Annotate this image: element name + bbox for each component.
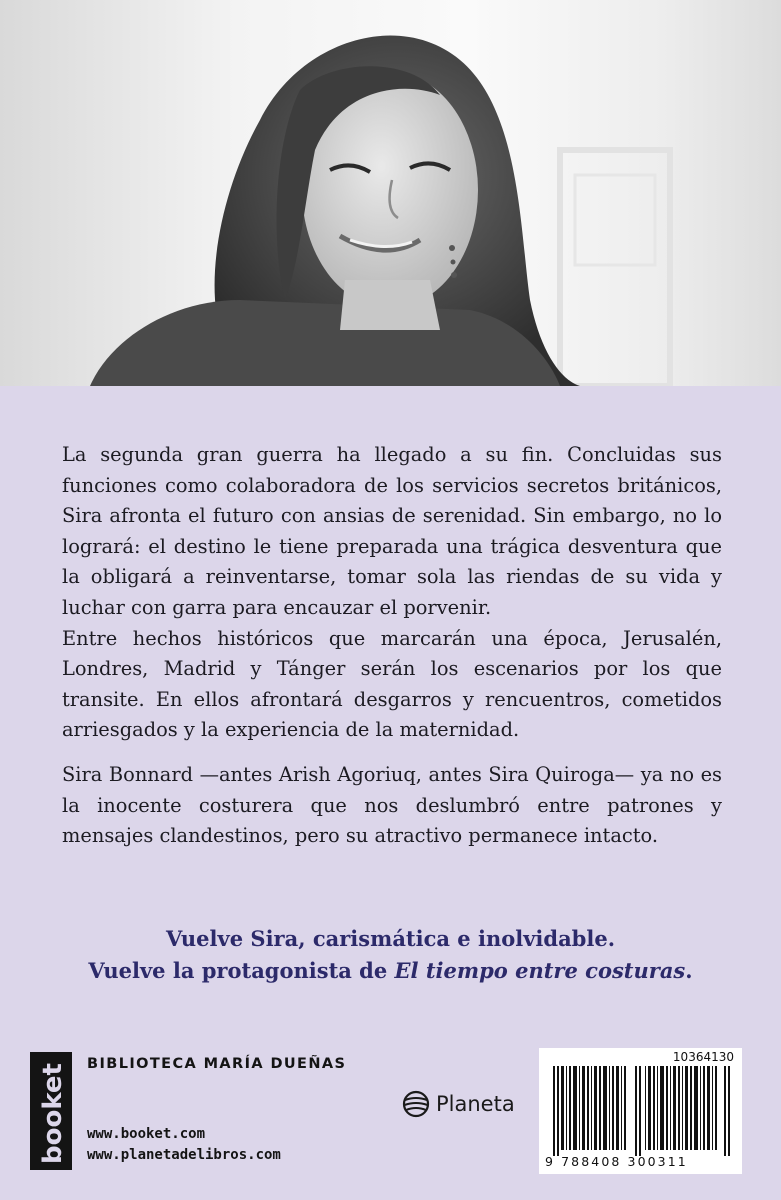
blurb-paragraph-2: Entre hechos históricos que marcarán una época, Jerusalén, Londres, Madrid y Tánger serán los escenarios por los que transite. En ellos afrontará desgarros y rencuentros, cometidos arriesgados y la experiencia de la maternidad. <box>62 626 722 742</box>
author-portrait-icon <box>0 0 781 386</box>
tagline <box>0 923 781 987</box>
blurb-paragraph-3: Sira Bonnard —antes Arish Agoriuq, antes Sira Quiroga— ya no es la inocente costurera que nos deslumbró entre patrones y mensajes clandestinos, pero su atractivo permanece intacto. <box>62 762 722 848</box>
series-name: BIBLIOTECA MARÍA DUEÑAS <box>87 1056 347 1072</box>
back-cover-blurb <box>62 440 722 852</box>
author-photo <box>0 0 781 386</box>
reference-number: 10364130 <box>672 1050 734 1064</box>
tagline-line-2-prefix: Vuelve la protagonista de <box>88 958 395 983</box>
book-title-reference: El tiempo entre costuras <box>394 958 686 983</box>
tagline-line-2 <box>0 955 781 987</box>
isbn-digits: 9 788408 300311 <box>545 1154 688 1169</box>
booket-logo-icon <box>30 1052 72 1170</box>
booket-logo-text: booket <box>38 1063 68 1164</box>
planeta-wordmark: Planeta <box>436 1092 515 1116</box>
planeta-globe-icon <box>402 1090 430 1118</box>
publisher-urls <box>87 1124 281 1166</box>
barcode-icon <box>539 1066 742 1156</box>
tagline-line-1: Vuelve Sira, carismática e inolvidable. <box>165 926 616 951</box>
barcode-label <box>539 1048 742 1174</box>
url-planetadelibros: www.planetadelibros.com <box>87 1147 281 1163</box>
planeta-logo <box>402 1088 515 1120</box>
tagline-line-2-suffix: . <box>685 958 693 983</box>
url-booket: www.booket.com <box>87 1126 206 1142</box>
blurb-paragraph-1: La segunda gran guerra ha llegado a su fin. Concluidas sus funciones como colaboradora de los servicios secretos británicos, Sira afronta el futuro con ansias de serenidad. Sin embargo, no lo logrará: el destino le tiene preparada una trágica desventura que la obligará a reinventarse, tomar sola las riendas de su vida y luchar con garra para encauzar el porvenir. <box>62 443 722 619</box>
